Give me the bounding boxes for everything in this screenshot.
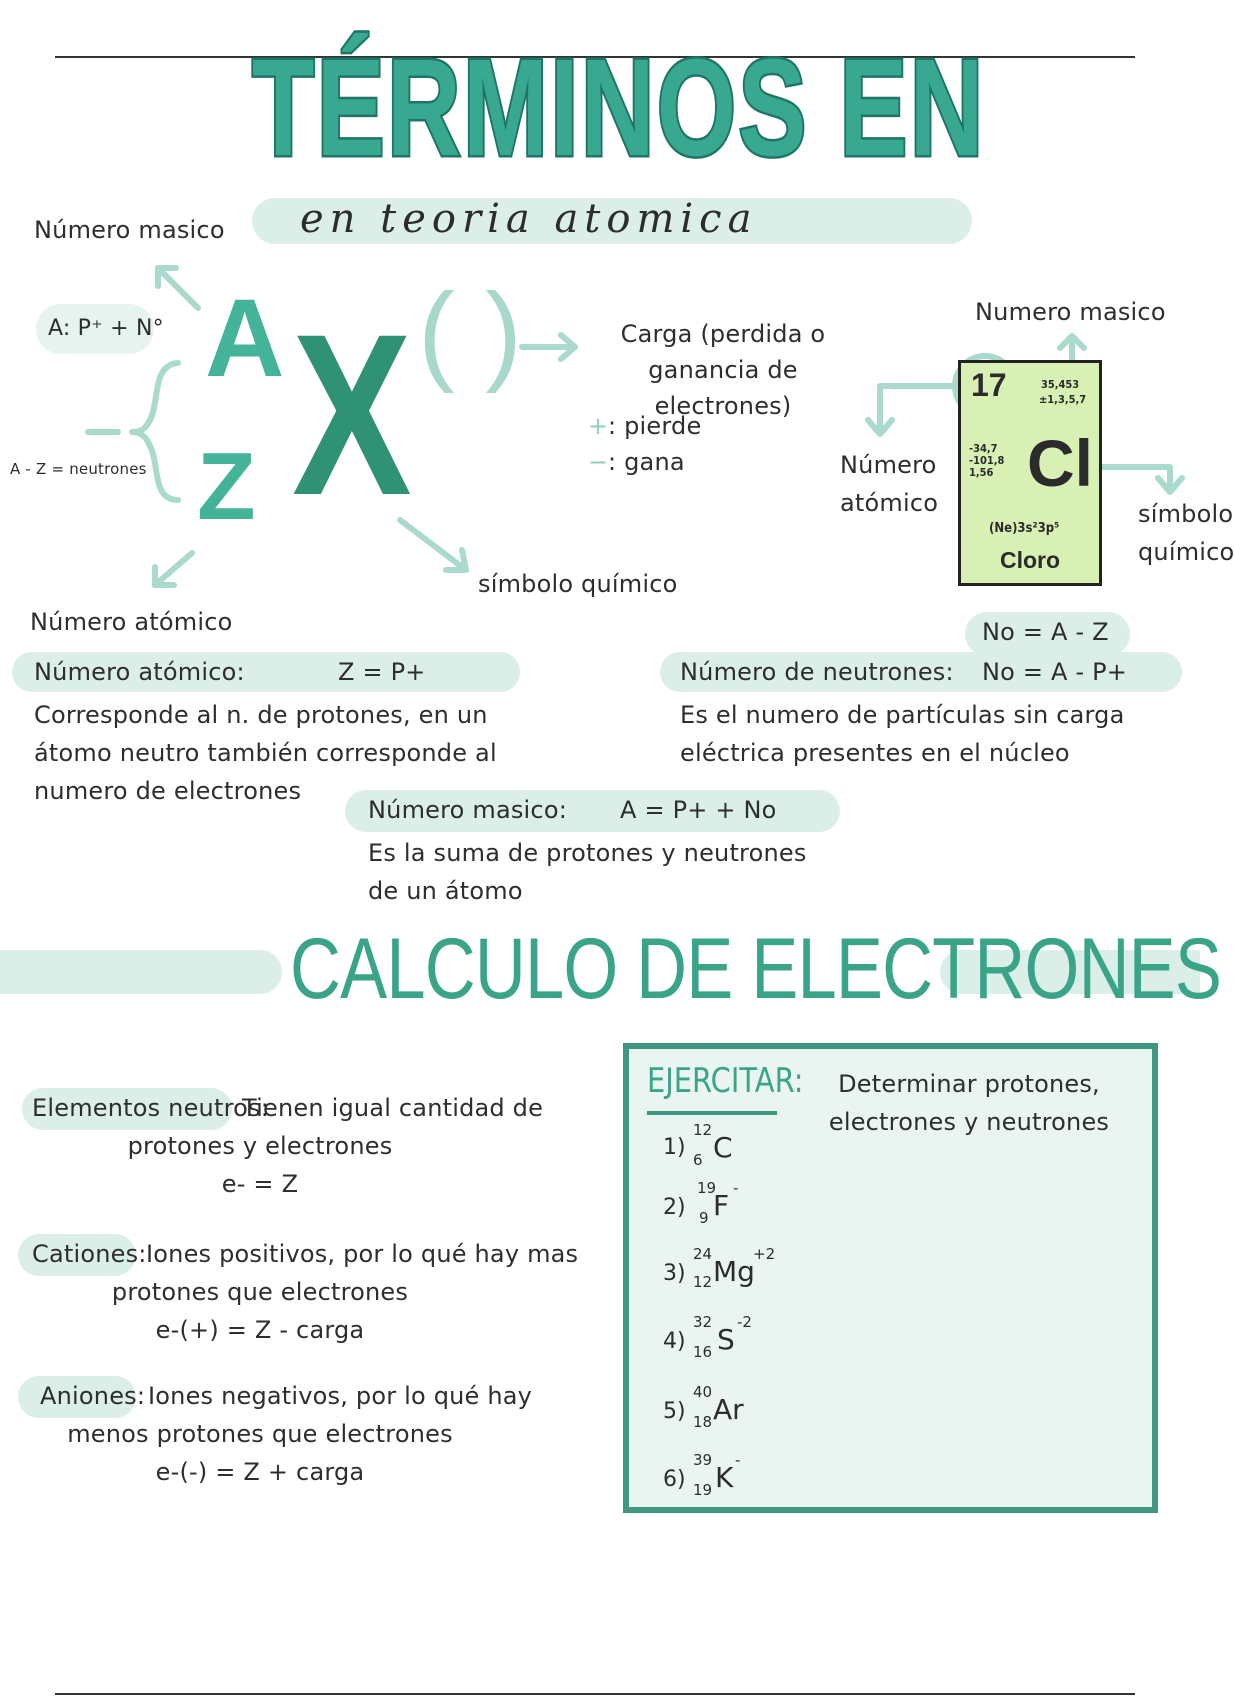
cations-label: Cationes: — [32, 1240, 147, 1268]
item-number: 2) — [663, 1195, 686, 1220]
formula-mass: A: P⁺ + N° — [48, 316, 164, 341]
item-z: 6 — [693, 1151, 703, 1169]
mass-def-label: Número masico: — [368, 796, 567, 824]
item-charge: -2 — [737, 1313, 752, 1331]
charge-parens: ( ) — [418, 271, 522, 394]
section-bar-left — [0, 950, 282, 994]
item-number: 1) — [663, 1135, 686, 1160]
item-mass: 40 — [693, 1383, 713, 1401]
item-charge: - — [735, 1451, 741, 1469]
section-title: CALCULO DE ELECTRONES — [290, 921, 1222, 1017]
item-symbol: F — [713, 1189, 730, 1222]
cell-oxidation: ±1,3,5,7 — [1039, 393, 1087, 406]
item-symbol: Mg — [713, 1255, 755, 1288]
letter-atomic-z: Z — [197, 433, 256, 540]
atomic-def-formula: Z = P+ — [338, 658, 426, 686]
element-cell-chlorine — [958, 360, 1102, 586]
exercise-item — [663, 1243, 783, 1293]
cations-text-2: protones que electrones — [111, 1278, 409, 1306]
plus-label: : pierde — [608, 412, 702, 440]
item-z: 12 — [693, 1273, 713, 1291]
exercise-title: EJERCITAR: — [647, 1061, 804, 1101]
atomic-number-label: Número atómico — [30, 608, 233, 636]
mass-def-text: Es la suma de protones y neutrones de un átomo — [368, 839, 807, 905]
card-mass-label: Numero masico — [975, 298, 1166, 326]
item-z: 16 — [693, 1343, 713, 1361]
neutral-text-1: Tienen igual cantidad de — [242, 1094, 544, 1122]
item-number: 4) — [663, 1329, 686, 1354]
cell-name: Cloro — [999, 547, 1061, 573]
neutral-formula: e- = Z — [221, 1170, 299, 1198]
label-mass-number: Número masico — [34, 216, 225, 244]
exercise-instruction: Determinar protones, electrones y neutrones — [828, 1070, 1110, 1136]
item-number: 3) — [663, 1261, 686, 1286]
page-title: TÉRMINOS EN — [252, 31, 986, 185]
card-symbol-label: símbolo químico — [1138, 500, 1234, 566]
item-z: 19 — [693, 1481, 713, 1499]
item-mass: 24 — [693, 1245, 713, 1263]
item-symbol: S — [717, 1323, 735, 1356]
anions-formula: e-(-) = Z + carga — [155, 1458, 365, 1486]
item-mass: 19 — [697, 1179, 717, 1197]
item-symbol: C — [713, 1131, 733, 1164]
anions-text-2: menos protones que electrones — [67, 1420, 453, 1448]
cations-text-1: Iones positivos, por lo qué hay mas — [146, 1240, 579, 1268]
cell-props — [969, 443, 1004, 479]
minus-sign: − — [588, 448, 609, 476]
item-symbol: Ar — [713, 1393, 744, 1426]
item-symbol: K — [715, 1461, 734, 1494]
page-subtitle: en teoria atomica — [300, 196, 758, 242]
mass-def-formula: A = P+ + No — [620, 796, 777, 824]
item-mass: 39 — [693, 1451, 713, 1469]
cations-formula: e-(+) = Z - carga — [155, 1316, 365, 1344]
letter-symbol-x: X — [292, 286, 412, 543]
cell-prop: -34,7 — [969, 442, 998, 455]
neutrons-def-label: Número de neutrones: — [680, 658, 954, 686]
atomic-def-text: Corresponde al n. de protones, en un átomo neutro también corresponde al numero de electrones — [34, 701, 497, 805]
cell-symbol: Cl — [1027, 426, 1093, 500]
cell-prop: 1,56 — [969, 466, 994, 479]
exercise-item — [663, 1313, 783, 1363]
cell-number: 17 — [971, 367, 1007, 403]
exercise-title-underline — [647, 1111, 777, 1115]
symbol-label: símbolo químico — [478, 570, 678, 598]
exercise-item — [663, 1451, 783, 1501]
anions-label: Aniones: — [40, 1382, 146, 1410]
item-number: 5) — [663, 1399, 686, 1424]
no-formula: No = A - Z — [982, 618, 1109, 646]
cell-mass: 35,453 — [1041, 378, 1080, 391]
item-z: 9 — [699, 1209, 709, 1227]
cell-prop: -101,8 — [969, 454, 1005, 467]
cell-config: (Ne)3s²3p⁵ — [989, 521, 1060, 536]
item-charge: - — [733, 1179, 739, 1197]
letter-mass-a: A — [205, 277, 285, 400]
exercise-item — [663, 1121, 783, 1171]
formula-neutrons-small: A - Z = neutrones — [10, 460, 147, 478]
plus-sign: + — [588, 412, 609, 440]
item-number: 6) — [663, 1467, 686, 1492]
minus-label: : gana — [608, 448, 685, 476]
anions-text-1: Iones negativos, por lo qué hay — [148, 1382, 533, 1410]
item-mass: 32 — [693, 1313, 713, 1331]
neutrons-def-formula: No = A - P+ — [982, 658, 1128, 686]
exercise-item — [663, 1383, 783, 1433]
exercise-item — [663, 1175, 783, 1225]
item-z: 18 — [693, 1413, 713, 1431]
neutrons-def-text: Es el numero de partículas sin carga eléctrica presentes en el núcleo — [680, 701, 1125, 767]
atomic-def-label: Número atómico: — [34, 658, 245, 686]
card-atomic-label: Número atómico — [840, 451, 939, 517]
item-charge: +2 — [753, 1245, 776, 1263]
charge-label: Carga (perdida o ganancia de electrones) — [620, 320, 826, 420]
neutral-text-2: protones y electrones — [127, 1132, 393, 1160]
neutral-label: Elementos neutros: — [32, 1094, 269, 1122]
exercise-box — [623, 1043, 1158, 1513]
item-mass: 12 — [693, 1121, 713, 1139]
